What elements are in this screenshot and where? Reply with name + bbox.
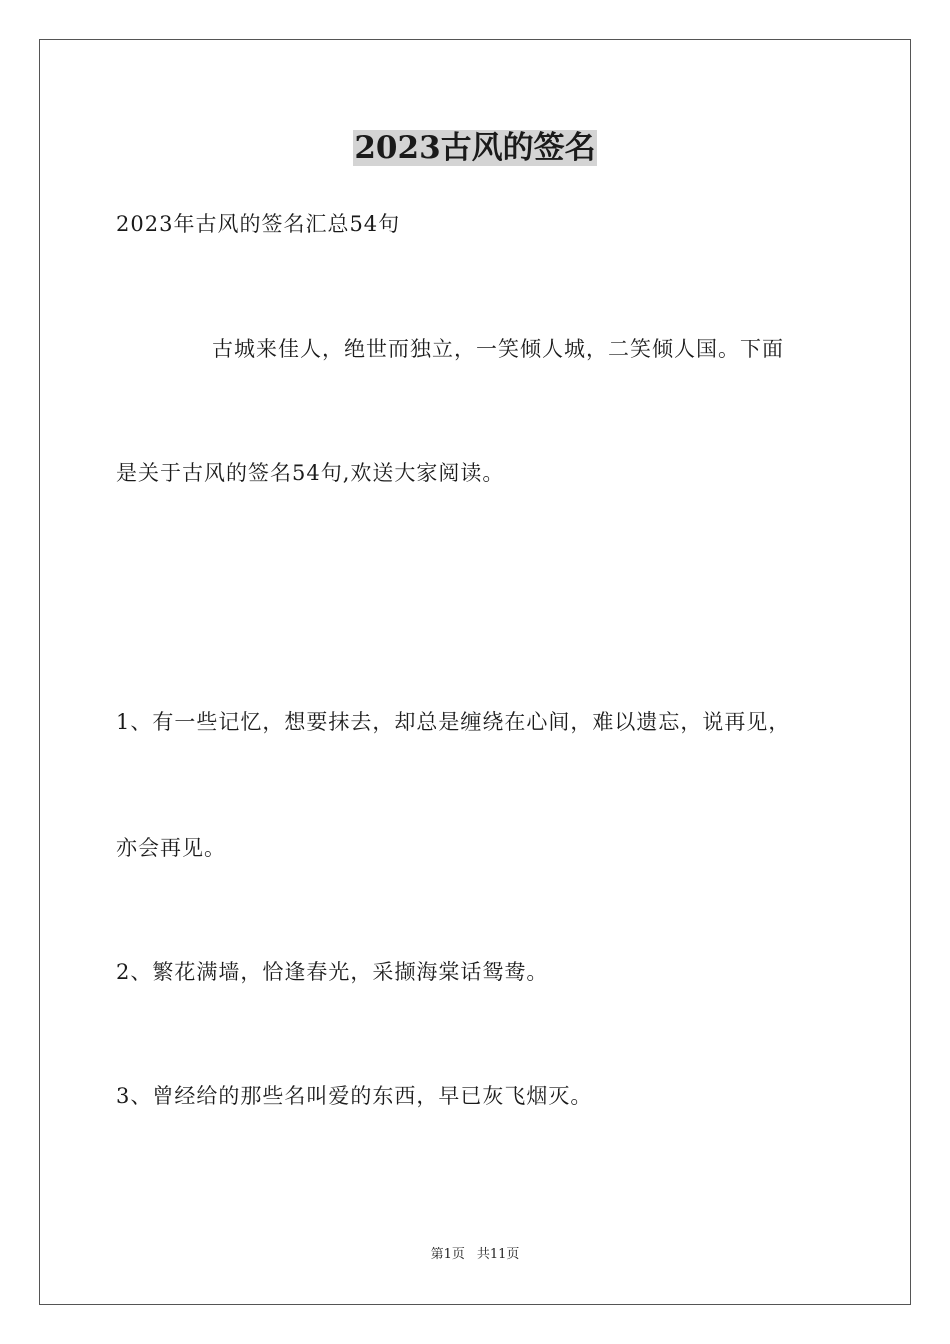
list-item-2: 2、繁花满墙，恰逢春光，采撷海棠话鸳鸯。: [116, 960, 549, 984]
page-footer: [0, 1246, 950, 1264]
document-title: 2023古风的签名: [354, 130, 596, 166]
page-total: 共11页: [476, 1247, 520, 1262]
list-item-1-line-2: 亦会再见。: [116, 836, 226, 860]
intro-line-1: 古城来佳人，绝世而独立，一笑倾人城，二笑倾人国。下面: [212, 337, 784, 361]
document-subtitle: 2023年古风的签名汇总54句: [116, 212, 401, 236]
document-title-row: [0, 126, 950, 170]
list-item-3: 3、曾经给的那些名叫爱的东西，早已灰飞烟灭。: [116, 1084, 593, 1108]
page-number: 第1页: [430, 1247, 465, 1262]
list-item-1-line-1: 1、有一些记忆，想要抹去，却总是缠绕在心间，难以遗忘，说再见，: [116, 710, 791, 734]
intro-line-2: 是关于古风的签名54句,欢送大家阅读。: [116, 461, 505, 485]
